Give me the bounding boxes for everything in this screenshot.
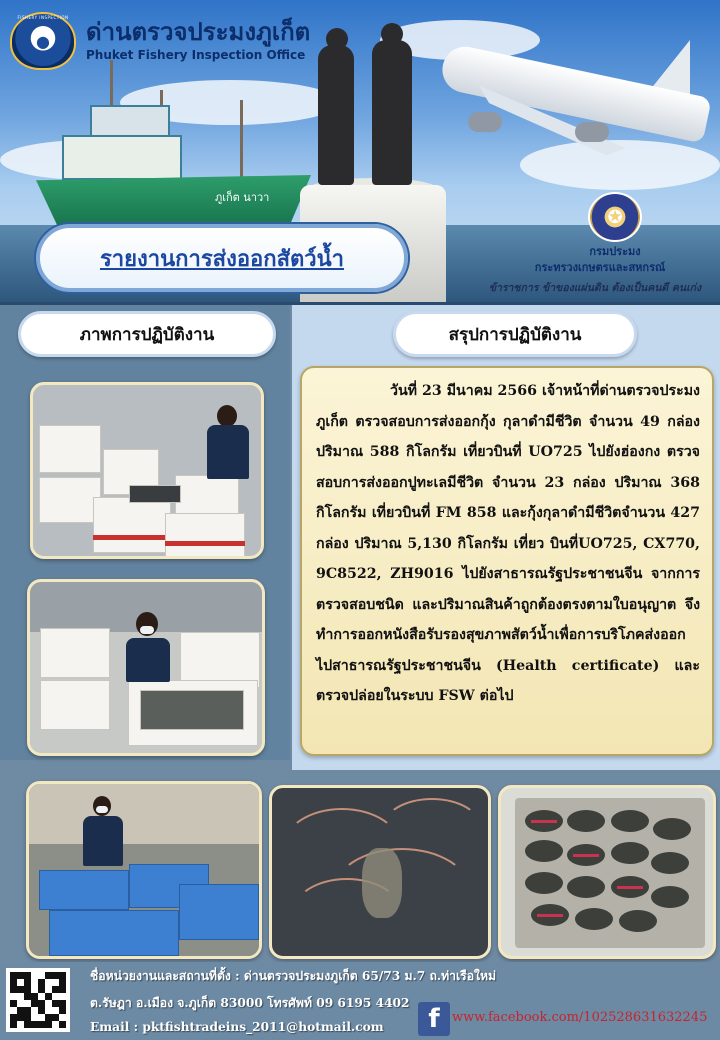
packed-box [179, 884, 259, 940]
crab [567, 876, 605, 898]
crab [619, 910, 657, 932]
header-banner [0, 0, 720, 305]
footer-email[interactable]: Email : pktfishtradeins_2011@hotmail.com [90, 1020, 384, 1034]
airplane-engine [468, 112, 502, 132]
facebook-icon[interactable]: f [418, 1002, 450, 1036]
office-name-en: Phuket Fishery Inspection Office [86, 48, 306, 62]
boat-cabin [62, 135, 182, 180]
fishing-boat [36, 175, 311, 227]
crab [567, 810, 605, 832]
photo-live-crabs [498, 785, 716, 959]
department-name: กรมประมง [589, 245, 641, 258]
crab [525, 872, 563, 894]
shrimp [382, 798, 482, 858]
ministry-name: กระทรวงเกษตรและสหกรณ์ [534, 261, 666, 274]
airplane-engine [575, 122, 609, 142]
crab-band [573, 854, 599, 857]
department-of-fisheries-logo: ✪ [588, 192, 642, 242]
photo-inspection-3 [26, 781, 262, 959]
facebook-link[interactable]: www.facebook.com/102528631632245 [452, 1010, 708, 1025]
officer-vest [126, 638, 170, 682]
face-mask [140, 626, 154, 634]
shrimp-inside-box [129, 485, 181, 503]
boat-cabin [90, 105, 170, 137]
qr-code-pattern [10, 972, 66, 1028]
crab [611, 842, 649, 864]
face-mask [96, 806, 108, 813]
photo-inspection-1 [30, 382, 264, 559]
boat-name: ภูเก็ต นาวา [215, 191, 270, 204]
shrimp-body [362, 848, 402, 918]
summary-section-title: สรุปการปฏิบัติงาน [448, 324, 582, 345]
crab [611, 810, 649, 832]
summary-text: วันที่ 23 มีนาคม 2566 เจ้าหน้าที่ด่านตรวจประมงภูเก็ต ตรวจสอบการส่งออกกุ้ง กุลาดำมีชีวิต จำนวน 49 กล่อง ปริมาณ 588 กิโลกรัม เที่ยวบินที่ UO725 ไปยังฮ่องกง ตรวจสอบการส่งออกปูทะเลมีชีวิต จำนวน 23 กล่อง ปริมาณ 368 กิโลกรัม เที่ยวบินที่ FM 858 และกุ้งกุลาดำมีชีวิตจำนวน 427 กล่อง ปริมาณ 5,130 กิโลกรัม เที่ยว บินที่UO725, CX770, 9C8522, ZH9016 ไปยังสาธารณรัฐประชาชนจีน จากการตรวจสอบชนิด และปริมาณสินค้าถูกต้องตรงตามใบอนุญาต จึงทำการออกหนังสือรับรองสุขภาพสัตว์น้ำเพื่อการบริโภคส่งออก ไปสาธารณรัฐประชาชนจีน (Health certificate) และ ตรวจปล่อยในระบบ FSW ต่อไป [316, 383, 700, 704]
statue-head [381, 23, 403, 45]
crab [651, 886, 689, 908]
report-title-banner [36, 224, 408, 292]
photo-inspection-2 [27, 579, 265, 756]
crab-band [617, 886, 643, 889]
heroine-statue-right [372, 40, 412, 185]
office-name-th: ด่านตรวจประมงภูเก็ต [86, 18, 311, 46]
qr-code[interactable] [6, 968, 70, 1032]
fish-icon: ● [36, 31, 50, 51]
foam-box [165, 513, 245, 557]
heroine-statue-left [318, 45, 354, 185]
logo-ring-text: FISHERY INSPECTION [17, 15, 69, 20]
crab [651, 852, 689, 874]
officer-head [217, 405, 237, 427]
crab [525, 840, 563, 862]
shrimp-inside-box [140, 690, 244, 730]
box-tape [165, 541, 245, 546]
foam-box [93, 497, 171, 553]
foam-box [39, 477, 101, 523]
summary-box [300, 366, 714, 756]
crab [575, 908, 613, 930]
packed-box [39, 870, 129, 910]
photos-section-heading [18, 311, 276, 357]
officer-vest [83, 816, 123, 866]
crab-band [537, 914, 563, 917]
packed-box [49, 910, 179, 956]
photos-section-title: ภาพการปฏิบัติงาน [79, 324, 215, 345]
crab-band [531, 820, 557, 823]
summary-section-heading [393, 311, 637, 357]
report-title: รายงานการส่งออกสัตว์น้ำ [99, 246, 345, 272]
foam-box [40, 680, 110, 730]
warehouse-wall [29, 784, 262, 844]
box-tape [93, 535, 171, 540]
boat-mast [240, 100, 243, 180]
crab [653, 818, 691, 840]
footer-address-line2: ต.รัษฎา อ.เมือง จ.ภูเก็ต 83000 โทรศัพท์ 09 6195 4402 [90, 996, 410, 1010]
officer-vest [207, 425, 249, 479]
fishery-inspection-logo [10, 12, 76, 70]
photo-live-shrimp [269, 785, 491, 959]
footer-address-line1: ชื่อหน่วยงานและสถานที่ตั้ง : ด่านตรวจประมงภูเก็ต 65/73 ม.7 ถ.ท่าเรือใหม่ [90, 969, 497, 983]
motto: ข้าราชการ ข้าของแผ่นดิน ต้องเป็นคนดี คนเก่ง [488, 282, 702, 294]
foam-box [40, 628, 110, 678]
statue-head [326, 28, 348, 50]
foam-box [39, 425, 101, 473]
